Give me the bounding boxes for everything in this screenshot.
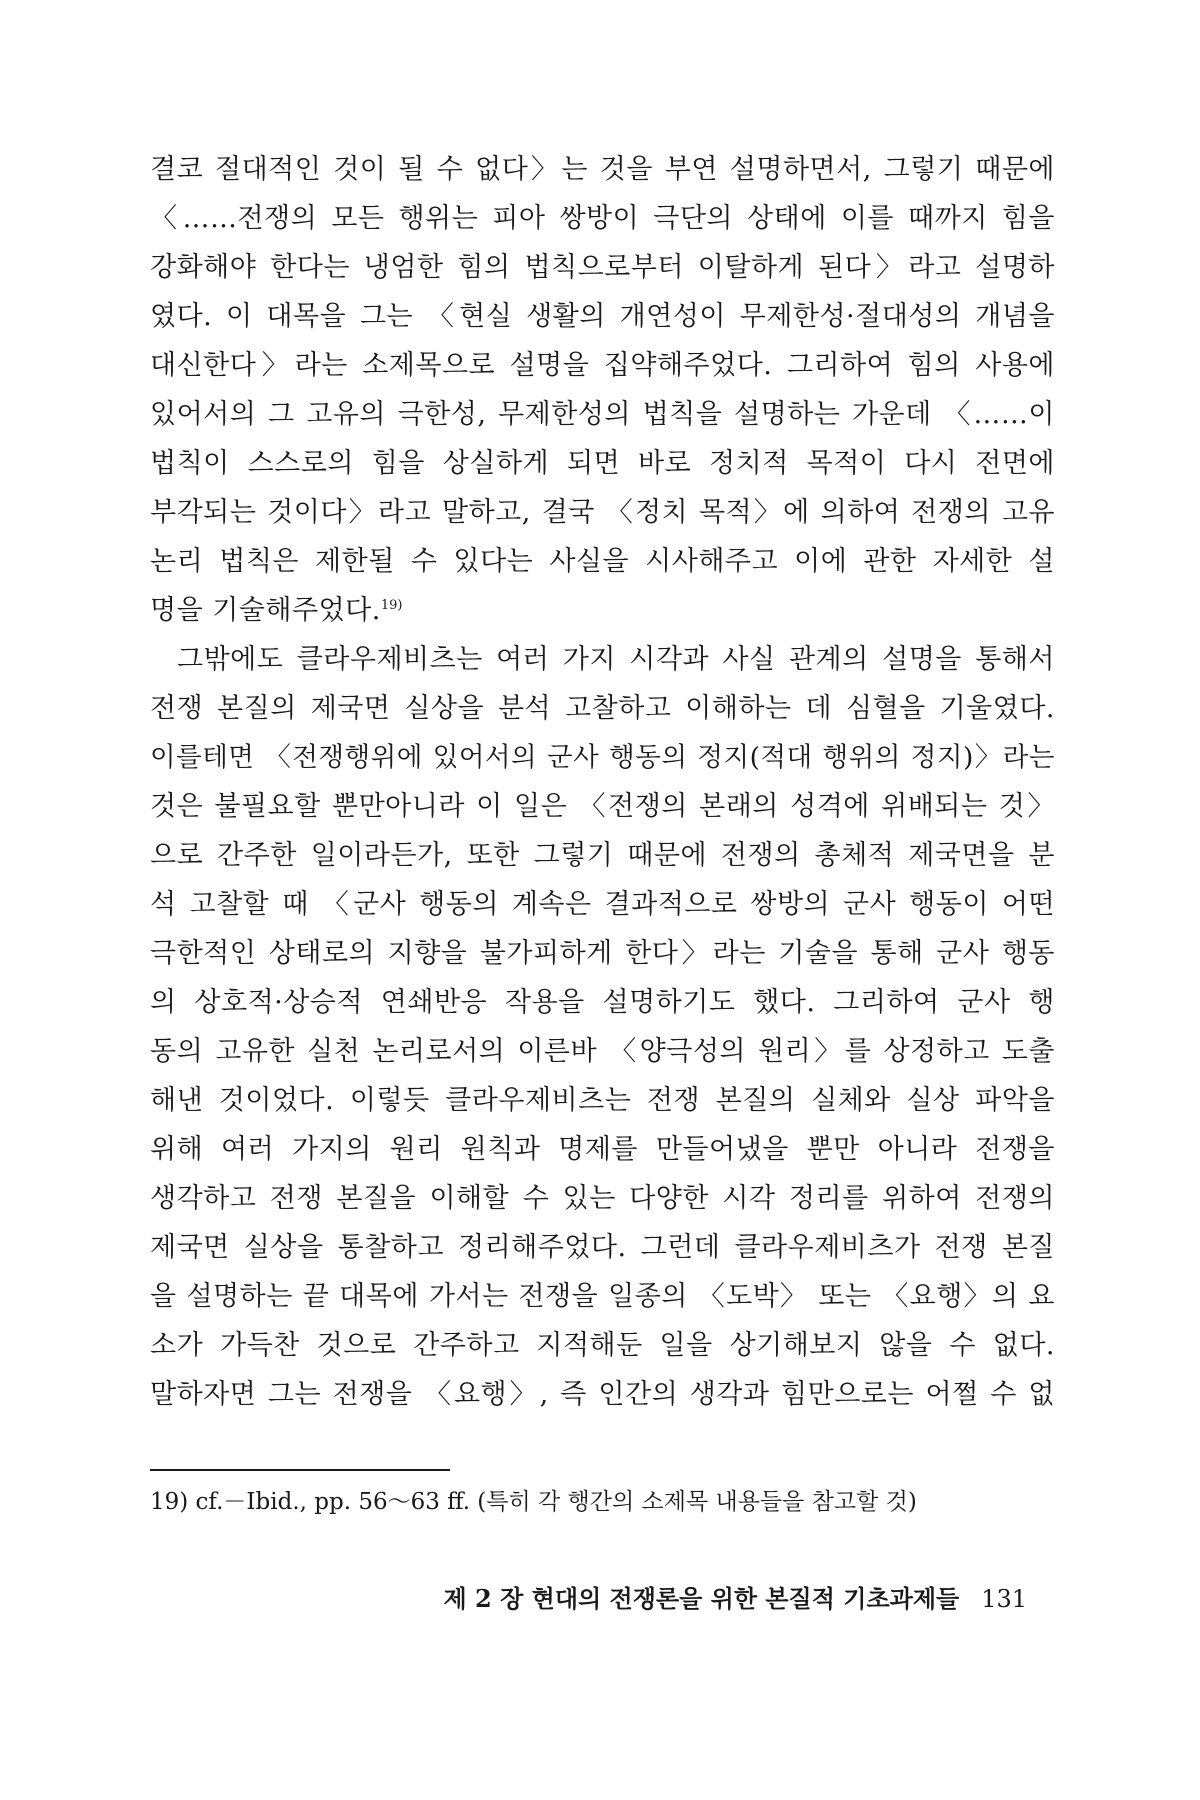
text-line: 의 상호적·상승적 연쇄반응 작용을 설명하기도 했다. 그리하여 군사 행: [150, 987, 1055, 1018]
text-line: 전쟁 본질의 제국면 실상을 분석 고찰하고 이해하는 데 심혈을 기울였다.: [150, 693, 1055, 724]
text-line: 논리 법칙은 제한될 수 있다는 사실을 시사해주고 이에 관한 자세한 설: [150, 546, 1055, 577]
text-line-with-footnote-ref: [150, 586, 1055, 635]
text-line: 이를테면 〈전쟁행위에 있어서의 군사 행동의 정지(적대 행위의 정지)〉라는: [150, 742, 1055, 773]
text-line: 석 고찰할 때 〈군사 행동의 계속은 결과적으로 쌍방의 군사 행동이 어떤: [150, 889, 1055, 920]
text-line: 위해 여러 가지의 원리 원칙과 명제를 만들어냈을 뿐만 아니라 전쟁을: [150, 1134, 1055, 1165]
text-line-content: 명을 기술해주었다.: [150, 595, 381, 626]
text-line: 법칙이 스스로의 힘을 상실하게 되면 바로 정치적 목적이 다시 전면에: [150, 448, 1055, 479]
text-line: 강화해야 한다는 냉엄한 힘의 법칙으로부터 이탈하게 된다〉라고 설명하: [150, 252, 1055, 283]
text-line: 으로 간주한 일이라든가, 또한 그렇기 때문에 전쟁의 총체적 제국면을 분: [150, 840, 1055, 871]
chapter-title: 제 2 장 현대의 전쟁론을 위한 본질적 기초과제들: [443, 1584, 960, 1613]
footnote-divider: [150, 1469, 450, 1471]
text-line: 말하자면 그는 전쟁을 〈요행〉, 즉 인간의 생각과 힘만으로는 어쩔 수 없: [150, 1379, 1055, 1410]
text-line: 을 설명하는 끝 대목에 가서는 전쟁을 일종의 〈도박〉 또는 〈요행〉의 요: [150, 1281, 1055, 1312]
text-line: 제국면 실상을 통찰하고 정리해주었다. 그런데 클라우제비츠가 전쟁 본질: [150, 1232, 1055, 1263]
page-number: 131: [981, 1585, 1027, 1613]
text-line: 해낸 것이었다. 이렇듯 클라우제비츠는 전쟁 본질의 실체와 실상 파악을: [150, 1085, 1055, 1116]
text-line: 있어서의 그 고유의 극한성, 무제한성의 법칙을 설명하는 가운데 〈……이: [150, 399, 1055, 430]
text-line: 부각되는 것이다〉라고 말하고, 결국 〈정치 목적〉에 의하여 전쟁의 고유: [150, 497, 1055, 528]
body-text: [150, 145, 1055, 1419]
text-line: 소가 가득찬 것으로 간주하고 지적해둔 일을 상기해보지 않을 수 없다.: [150, 1330, 1055, 1361]
text-line: 였다. 이 대목을 그는 〈현실 생활의 개연성이 무제한성·절대성의 개념을: [150, 301, 1055, 332]
footnote-reference: 19): [380, 598, 403, 613]
text-line: 극한적인 상태로의 지향을 불가피하게 한다〉라는 기술을 통해 군사 행동: [150, 938, 1055, 969]
running-footer: [444, 1581, 1028, 1617]
text-line: 〈……전쟁의 모든 행위는 피아 쌍방이 극단의 상태에 이를 때까지 힘을: [150, 203, 1055, 234]
text-line: 생각하고 전쟁 본질을 이해할 수 있는 다양한 시각 정리를 위하여 전쟁의: [150, 1183, 1055, 1214]
text-line: 동의 고유한 실천 논리로서의 이른바 〈양극성의 원리〉를 상정하고 도출: [150, 1036, 1055, 1067]
text-line: 것은 불필요할 뿐만아니라 이 일은 〈전쟁의 본래의 성격에 위배되는 것〉: [150, 791, 1055, 822]
text-line: 결코 절대적인 것이 될 수 없다〉는 것을 부연 설명하면서, 그렇기 때문에: [150, 154, 1055, 185]
text-line: 대신한다〉라는 소제목으로 설명을 집약해주었다. 그리하여 힘의 사용에: [150, 350, 1055, 381]
footnote: 19) cf.－Ibid., pp. 56～63 ff. (특히 각 행간의 소제목 내용들을 참고할 것): [150, 1489, 917, 1515]
paragraph-first-line: 그밖에도 클라우제비츠는 여러 가지 시각과 사실 관계의 설명을 통해서: [177, 644, 1055, 675]
